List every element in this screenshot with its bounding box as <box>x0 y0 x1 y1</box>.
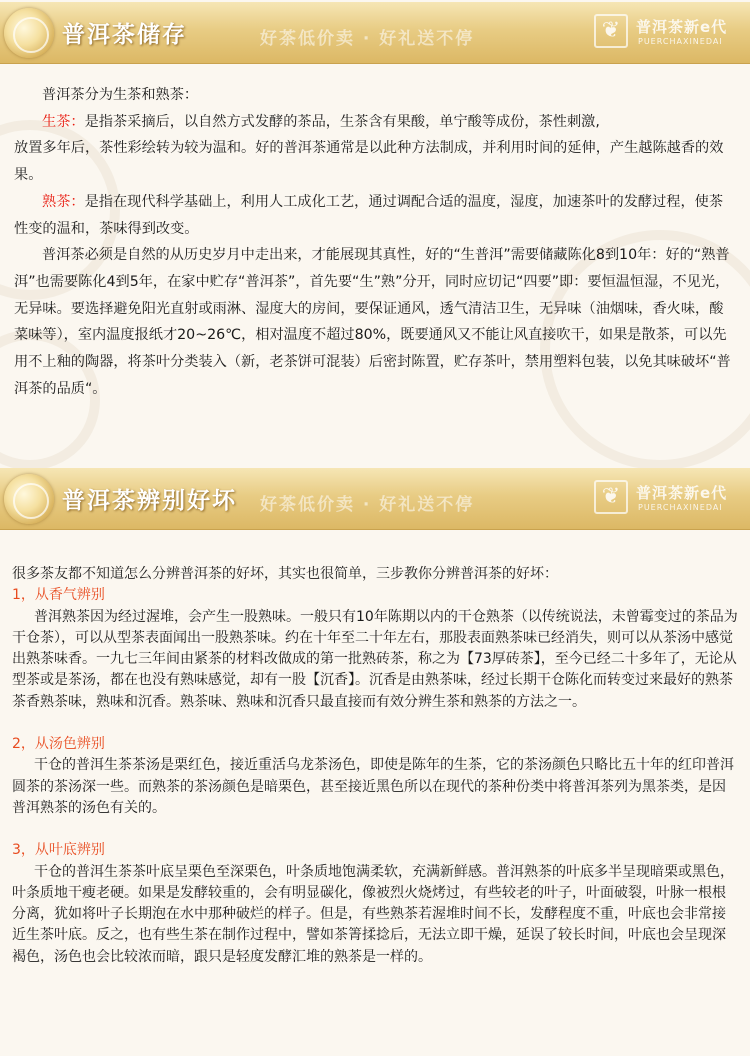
storage-paragraph: 普洱茶必须是自然的从历史岁月中走出来，才能展现其真性，好的“生普洱”需要储藏陈化8到10年：好的“熟普洱”也需要陈化4到5年，在家中贮存“普洱茶”，首先要“生”熟”分开，同时应切记“四要”即：要恒温恒湿，不见光，无异味。要选择避免阳光直射或雨淋、湿度大的房间，要保证通风，透气清洁卫生，无异味（油烟味，香火味，酸菜味等），室内温度报纸才20~26℃，相对温度不超过80%，既要通风又不能让风直接吹干，如果是散茶，可以先用不上釉的陶器，将茶叶分类装入（新，老茶饼可混装）后密封陈置，贮存茶叶，禁用塑料包装，以免其味破坏“普洱茶的品质“。 <box>14 247 731 397</box>
sheng-continued: 放置多年后，茶性彩绘转为较为温和。好的普洱茶通常是以此种方法制成，并利用时间的延伸，产生越陈越香的效果。 <box>14 140 724 184</box>
brand-logo <box>594 476 744 522</box>
sheng-definition <box>14 109 736 136</box>
banner-title: 普洱茶储存 <box>62 22 187 48</box>
heading-leaf-base: 3，从叶底辨别 <box>12 842 105 859</box>
spacer <box>12 713 738 734</box>
aroma-paragraph: 普洱熟茶因为经过渥堆，会产生一股熟味。一般只有10年陈期以内的干仓熟茶（以传统说法，未曾霉变过的茶品为干仓茶），可以从型茶表面闻出一股熟茶味。约在十年至二十年左右，那股表面熟茶味已经消失，则可以从茶汤中感觉出熟茶味香。一九七三年间由紧茶的材料改做成的第一批熟砖茶，称之为【73厚砖茶】，至今已经二十多年了，无论从型茶或是茶汤，都在也没有熟味感觉，却有一股【沉香】。沉香是由熟茶味，经过长期干仓陈化而转变过来最好的熟茶茶香熟茶味，熟味和沉香。熟茶味、熟味和沉香只最直接而有效分辨生茶和熟茶的方法之一。 <box>12 608 738 710</box>
banner-title: 普洱茶辨别好坏 <box>62 488 237 514</box>
heading-liquor-color: 2，从汤色辨别 <box>12 736 105 753</box>
banner-disc-icon <box>4 474 54 524</box>
shu-label: 熟茶： <box>42 193 85 210</box>
identify-content <box>12 564 738 968</box>
section-banner-storage <box>0 2 750 64</box>
banner-slogan: 好茶低价卖 · 好礼送不停 <box>260 29 475 49</box>
section-banner-identify <box>0 468 750 530</box>
logo-text-en: PUERCHAXINEDAI <box>638 37 723 46</box>
logo-text-cn: 普洱茶新e代 <box>636 18 728 36</box>
banner-slogan: 好茶低价卖 · 好礼送不停 <box>260 495 475 515</box>
liquor-color-paragraph: 干仓的普洱生茶茶汤是栗红色，接近重活乌龙茶汤色，即使是陈年的生茶，它的茶汤颜色只略比五十年的红印普洱圆茶的茶汤深一些。而熟茶的茶汤颜色是暗栗色，甚至接近黑色所以在现代的茶种份类中将普洱茶列为黑茶类，是因普洱熟茶的汤色有关的。 <box>12 757 734 816</box>
storage-intro: 普洱茶分为生茶和熟茶： <box>42 87 199 103</box>
sheng-label: 生茶： <box>42 113 85 130</box>
spacer <box>12 819 738 840</box>
tea-leaf-icon: ❦ <box>594 14 628 48</box>
shu-text: 是指在现代科学基础上，利用人工成化工艺，通过调配合适的温度，湿度，加速茶叶的发酵过程，使茶性变的温和，茶味得到改变。 <box>14 193 724 237</box>
logo-text-en: PUERCHAXINEDAI <box>638 503 723 512</box>
logo-text-cn: 普洱茶新e代 <box>636 484 728 502</box>
leaf-base-paragraph: 干仓的普洱生茶茶叶底呈栗色至深栗色，叶条质地饱满柔软，充满新鲜感。普洱熟茶的叶底多半呈现暗栗或黑色，叶条质地干瘦老硬。如果是发酵较重的，会有明显碳化，像被烈火烧烤过，有些较老的叶子，叶面破裂，叶脉一根根分离，犹如将叶子长期泡在水中那种破烂的样子。但是，有些熟茶若渥堆时间不长，发酵程度不重，叶底也会非常接近生茶叶底。反之，也有些生茶在制作过程中，譬如茶箐揉捻后，无法立即干燥，延误了较长时间，叶底也会呈现深褐色，汤色也会比较浓而暗，跟只是轻度发酵汇堆的熟茶是一样的。 <box>12 863 734 965</box>
tea-leaf-icon: ❦ <box>594 480 628 514</box>
storage-content <box>14 82 736 402</box>
shu-definition <box>14 189 736 242</box>
sheng-text: 是指茶采摘后，以自然方式发酵的茶品，生茶含有果酸，单宁酸等成份，茶性刺激, <box>84 113 600 130</box>
brand-logo <box>594 10 744 56</box>
identify-intro: 很多茶友都不知道怎么分辨普洱茶的好坏，其实也很简单，三步教你分辨普洱茶的好坏： <box>12 566 558 582</box>
banner-disc-icon <box>4 8 54 58</box>
heading-aroma: 1，从香气辨别 <box>12 587 105 604</box>
